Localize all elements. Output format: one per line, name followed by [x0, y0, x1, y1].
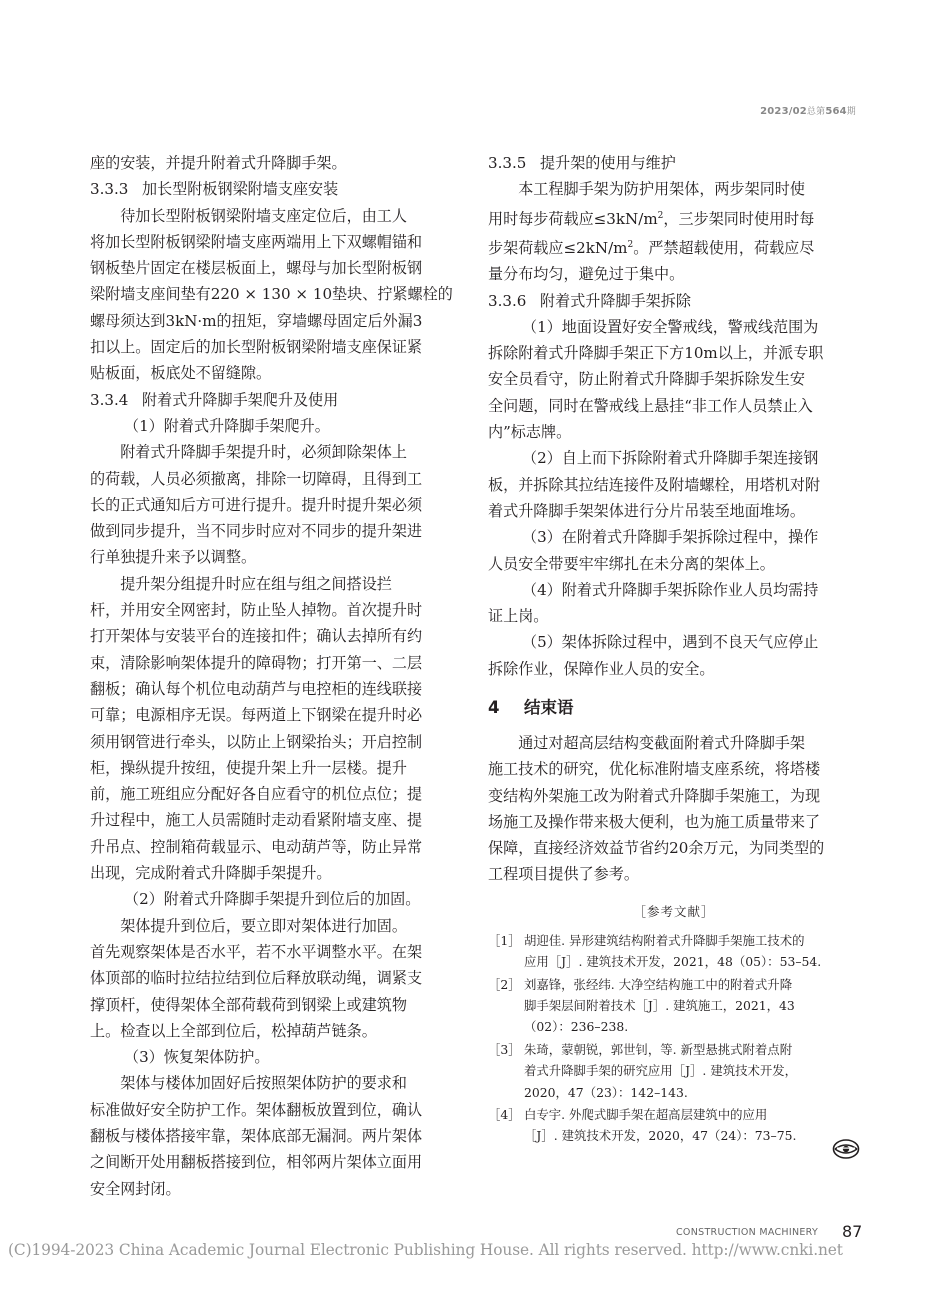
paragraph-line: 长的正式通知后方可进行提升。提升时提升架必须 — [90, 495, 423, 514]
reference-number: ［3］ — [488, 1041, 521, 1057]
reference-number: ［2］ — [488, 976, 521, 992]
paragraph-line: 杆，并用安全网密封，防止坠人掉物。首次提升时 — [90, 601, 423, 620]
reference-line: 着式升降脚手架的研究应用［J］. 建筑技术开发， — [524, 1063, 798, 1079]
reference-line: （02）：236–238. — [524, 1019, 629, 1035]
paragraph-line — [488, 232, 860, 261]
right-column — [488, 150, 860, 1148]
paragraph-line: 上。检查以上全部到位后，松掉葫芦链条。 — [90, 1021, 377, 1040]
item-heading: （3）恢复架体防护。 — [123, 1048, 270, 1067]
reference-line: 脚手架层间附着技术［J］. 建筑施工，2021，43 — [524, 998, 795, 1013]
paragraph-line: 座的安装，并提升附着式升降脚手架。 — [90, 154, 347, 172]
reference-number: ［1］ — [488, 932, 521, 948]
left-column — [90, 150, 462, 1202]
issue-total-suffix: 期 — [846, 107, 856, 117]
reference-entry — [488, 1039, 860, 1103]
heading-title: 提升架的使用与维护 — [540, 154, 676, 172]
section-heading-4 — [488, 694, 860, 722]
paragraph-line: 本工程脚手架为防护用架体，两步架同时使 — [518, 180, 805, 199]
section-number: 4 — [488, 698, 500, 717]
list-item-line: 着式升降脚手架架体进行分片吊装至地面堆场。 — [488, 501, 805, 520]
journal-logo-icon — [832, 1138, 860, 1160]
paragraph-line: 可靠；电源相序无误。每两道上下钢梁在提升时必 — [90, 706, 423, 725]
reference-line: 刘嘉锋，张经纬. 大净空结构施工中的附着式升降 — [524, 976, 793, 992]
paragraph-line: 待加长型附板钢梁附墙支座定位后，由工人 — [120, 206, 407, 225]
reference-line: 胡迎佳. 异形建筑结构附着式升降脚手架施工技术的 — [524, 932, 805, 948]
heading-title: 附着式升降脚手架拆除 — [540, 291, 691, 310]
paragraph-line: 架体提升到位后，要立即对架体进行加固。 — [120, 916, 407, 935]
paragraph-line: 附着式升降脚手架提升时，必须卸除架体上 — [120, 443, 407, 462]
heading-number: 3.3.6 — [488, 291, 527, 310]
paragraph-line: 场施工及操作带来极大便利，也为施工质量带来了 — [488, 812, 821, 831]
list-item-line: 内”标志牌。 — [488, 423, 572, 442]
item-heading: （1）附着式升降脚手架爬升。 — [123, 416, 330, 435]
list-item-line: 证上岗。 — [488, 607, 549, 626]
paragraph-line: 首先观察架体是否水平，若不水平调整水平。在架 — [90, 942, 423, 961]
paragraph-line: 架体与楼体加固好后按照架体防护的要求和 — [120, 1074, 407, 1093]
paragraph-line: 施工技术的研究，优化标准附墙支座系统，将塔楼 — [488, 760, 821, 779]
list-item-line: （1）地面设置好安全警戒线，警戒线范围为 — [521, 317, 819, 336]
paragraph-line: 之间断开处用翻板搭接到位，相邻两片架体立面用 — [90, 1153, 423, 1172]
page-number: 87 — [842, 1222, 863, 1241]
reference-entry — [488, 974, 860, 1038]
paragraph-line: 提升架分组提升时应在组与组之间搭设拦 — [120, 574, 392, 593]
heading-number: 3.3.4 — [90, 390, 129, 409]
paragraph-line: 通过对超高层结构变截面附着式升降脚手架 — [518, 734, 805, 752]
paragraph-line: 扣以上。固定后的加长型附板钢梁附墙支座保证紧 — [90, 338, 423, 357]
paragraph-line: 梁附墙支座间垫有220 × 130 × 10垫块、拧紧螺栓的 — [90, 285, 453, 304]
heading-title: 加长型附板钢梁附墙支座安装 — [142, 180, 339, 199]
paragraph-line: 量分布均匀，避免过于集中。 — [488, 265, 685, 284]
superscript: 2 — [657, 210, 664, 221]
paragraph-line: 翻板与楼体搭接牢靠，架体底部无漏洞。两片架体 — [90, 1126, 423, 1145]
paragraph-line: 须用钢管进行牵头，以防止上钢梁抬头；开启控制 — [90, 732, 423, 751]
paragraph-line: 安全网封闭。 — [90, 1179, 181, 1198]
paragraph-line: 翻板；确认每个机位电动葫芦与电控柜的连线联接 — [90, 679, 423, 698]
copyright-watermark: (C)1994-2023 China Academic Journal Electronic Publishing House. All rights reserved. http://www.cnki.net — [8, 1241, 843, 1259]
reference-line: ［J］. 建筑技术开发，2020，47（24）：73–75. — [524, 1128, 797, 1144]
reference-entry — [488, 930, 860, 973]
text-run: ，三步架同时使用时每 — [663, 209, 815, 228]
heading-number: 3.3.3 — [90, 180, 129, 199]
subsection-heading-3-3-3 — [90, 176, 462, 202]
paragraph-line: 柜，操纵提升按纽，使提升架上升一层楼。提升 — [90, 758, 407, 777]
text-run: 步架荷载应≤2kN/m — [488, 238, 628, 257]
list-item-line: 拆除作业，保障作业人员的安全。 — [488, 659, 715, 678]
paragraph-line: 的荷载，人员必须撤离，排除一切障碍，且得到工 — [90, 469, 423, 488]
paragraph-line — [488, 203, 860, 232]
journal-name: CONSTRUCTION MACHINERY — [676, 1227, 819, 1238]
reference-line: 白专宇. 外爬式脚手架在超高层建筑中的应用 — [524, 1107, 768, 1123]
issue-total-prefix: 总第 — [806, 107, 826, 117]
paragraph-line: 螺母须达到3kN·m的扭矩，穿墙螺母固定后外漏3 — [90, 311, 423, 330]
issue-header — [760, 104, 856, 117]
paragraph-line: 工程项目提供了参考。 — [488, 865, 639, 884]
subsection-heading-3-3-4 — [90, 387, 462, 413]
superscript: 2 — [627, 239, 634, 250]
reference-number: ［4］ — [488, 1107, 521, 1123]
paragraph-line: 体顶部的临时拉结拉结到位后释放联动绳，调紧支 — [90, 969, 423, 988]
paragraph-line: 行单独提升来予以调整。 — [90, 548, 257, 567]
list-item-line: 人员安全带要牢牢绑扎在未分离的架体上。 — [488, 554, 775, 573]
list-item-line: （2）自上而下拆除附着式升降脚手架连接钢 — [521, 449, 819, 468]
subsection-heading-3-3-6 — [488, 288, 860, 314]
paragraph-line: 钢板垫片固定在楼层板面上，螺母与加长型附板钢 — [90, 259, 423, 278]
paragraph-line: 做到同步提升，当不同步时应对不同步的提升架进 — [90, 522, 423, 541]
list-item-line: 板，并拆除其拉结连接件及附墙螺栓，用塔机对附 — [488, 475, 821, 494]
section-title: 结束语 — [524, 698, 574, 717]
list-item-line: 拆除附着式升降脚手架正下方10m以上，并派专职 — [488, 344, 824, 363]
paragraph-line: 出现，完成附着式升降脚手架提升。 — [90, 864, 332, 883]
paragraph-line: 变结构外架施工改为附着式升降脚手架施工，为现 — [488, 786, 821, 805]
paragraph-line: 升过程中，施工人员需随时走动看紧附墙支座、提 — [90, 811, 423, 830]
list-item-line: （3）在附着式升降脚手架拆除过程中，操作 — [521, 528, 819, 547]
paragraph-line: 保障，直接经济效益节省约20余万元，为同类型的 — [488, 839, 825, 858]
subsection-heading-3-3-5 — [488, 150, 860, 176]
paragraph-line: 束，清除影响架体提升的障碍物；打开第一、二层 — [90, 653, 423, 672]
item-heading: （2）附着式升降脚手架提升到位后的加固。 — [123, 890, 421, 909]
list-item-line: 安全员看守，防止附着式升降脚手架拆除发生安 — [488, 370, 805, 389]
list-item-line: 全问题，同时在警戒线上悬挂“非工作人员禁止入 — [488, 396, 813, 415]
paragraph-line: 标准做好安全防护工作。架体翻板放置到位，确认 — [90, 1100, 423, 1119]
reference-line: 2020，47（23）：142–143. — [524, 1084, 688, 1100]
issue-date: 2023/02 — [760, 106, 807, 117]
heading-number: 3.3.5 — [488, 154, 527, 172]
paragraph-line: 将加长型附板钢梁附墙支座两端用上下双螺帽锚和 — [90, 232, 423, 251]
reference-line: 朱琦，蒙朝锐，郭世钊，等. 新型悬挑式附着点附 — [524, 1041, 793, 1057]
paragraph-line: 打开架体与安装平台的连接扣件；确认去掉所有约 — [90, 627, 423, 646]
paragraph-line: 前，施工班组应分配好各自应看守的机位点位；提 — [90, 785, 423, 804]
paragraph-line: 撑顶杆，使得架体全部荷载荷到钢梁上或建筑物 — [90, 995, 407, 1014]
text-run: 用时每步荷载应≤3kN/m — [488, 209, 658, 228]
list-item-line: （4）附着式升降脚手架拆除作业人员均需持 — [521, 580, 819, 599]
reference-line: 应用［J］. 建筑技术开发，2021，48（05）：53–54. — [524, 954, 822, 970]
heading-title: 附着式升降脚手架爬升及使用 — [142, 390, 339, 409]
references-title: ［参考文献］ — [633, 903, 715, 919]
text-run: 。严禁超载使用，荷载应尽 — [633, 238, 815, 257]
issue-total-number: 564 — [825, 106, 847, 117]
list-item-line: （5）架体拆除过程中，遇到不良天气应停止 — [521, 633, 819, 652]
reference-entry — [488, 1104, 860, 1147]
paragraph-line: 贴板面，板底处不留缝隙。 — [90, 364, 272, 383]
paragraph-line: 升吊点、控制箱荷载显示、电动葫芦等，防止异常 — [90, 837, 423, 856]
references-list — [488, 930, 860, 1147]
